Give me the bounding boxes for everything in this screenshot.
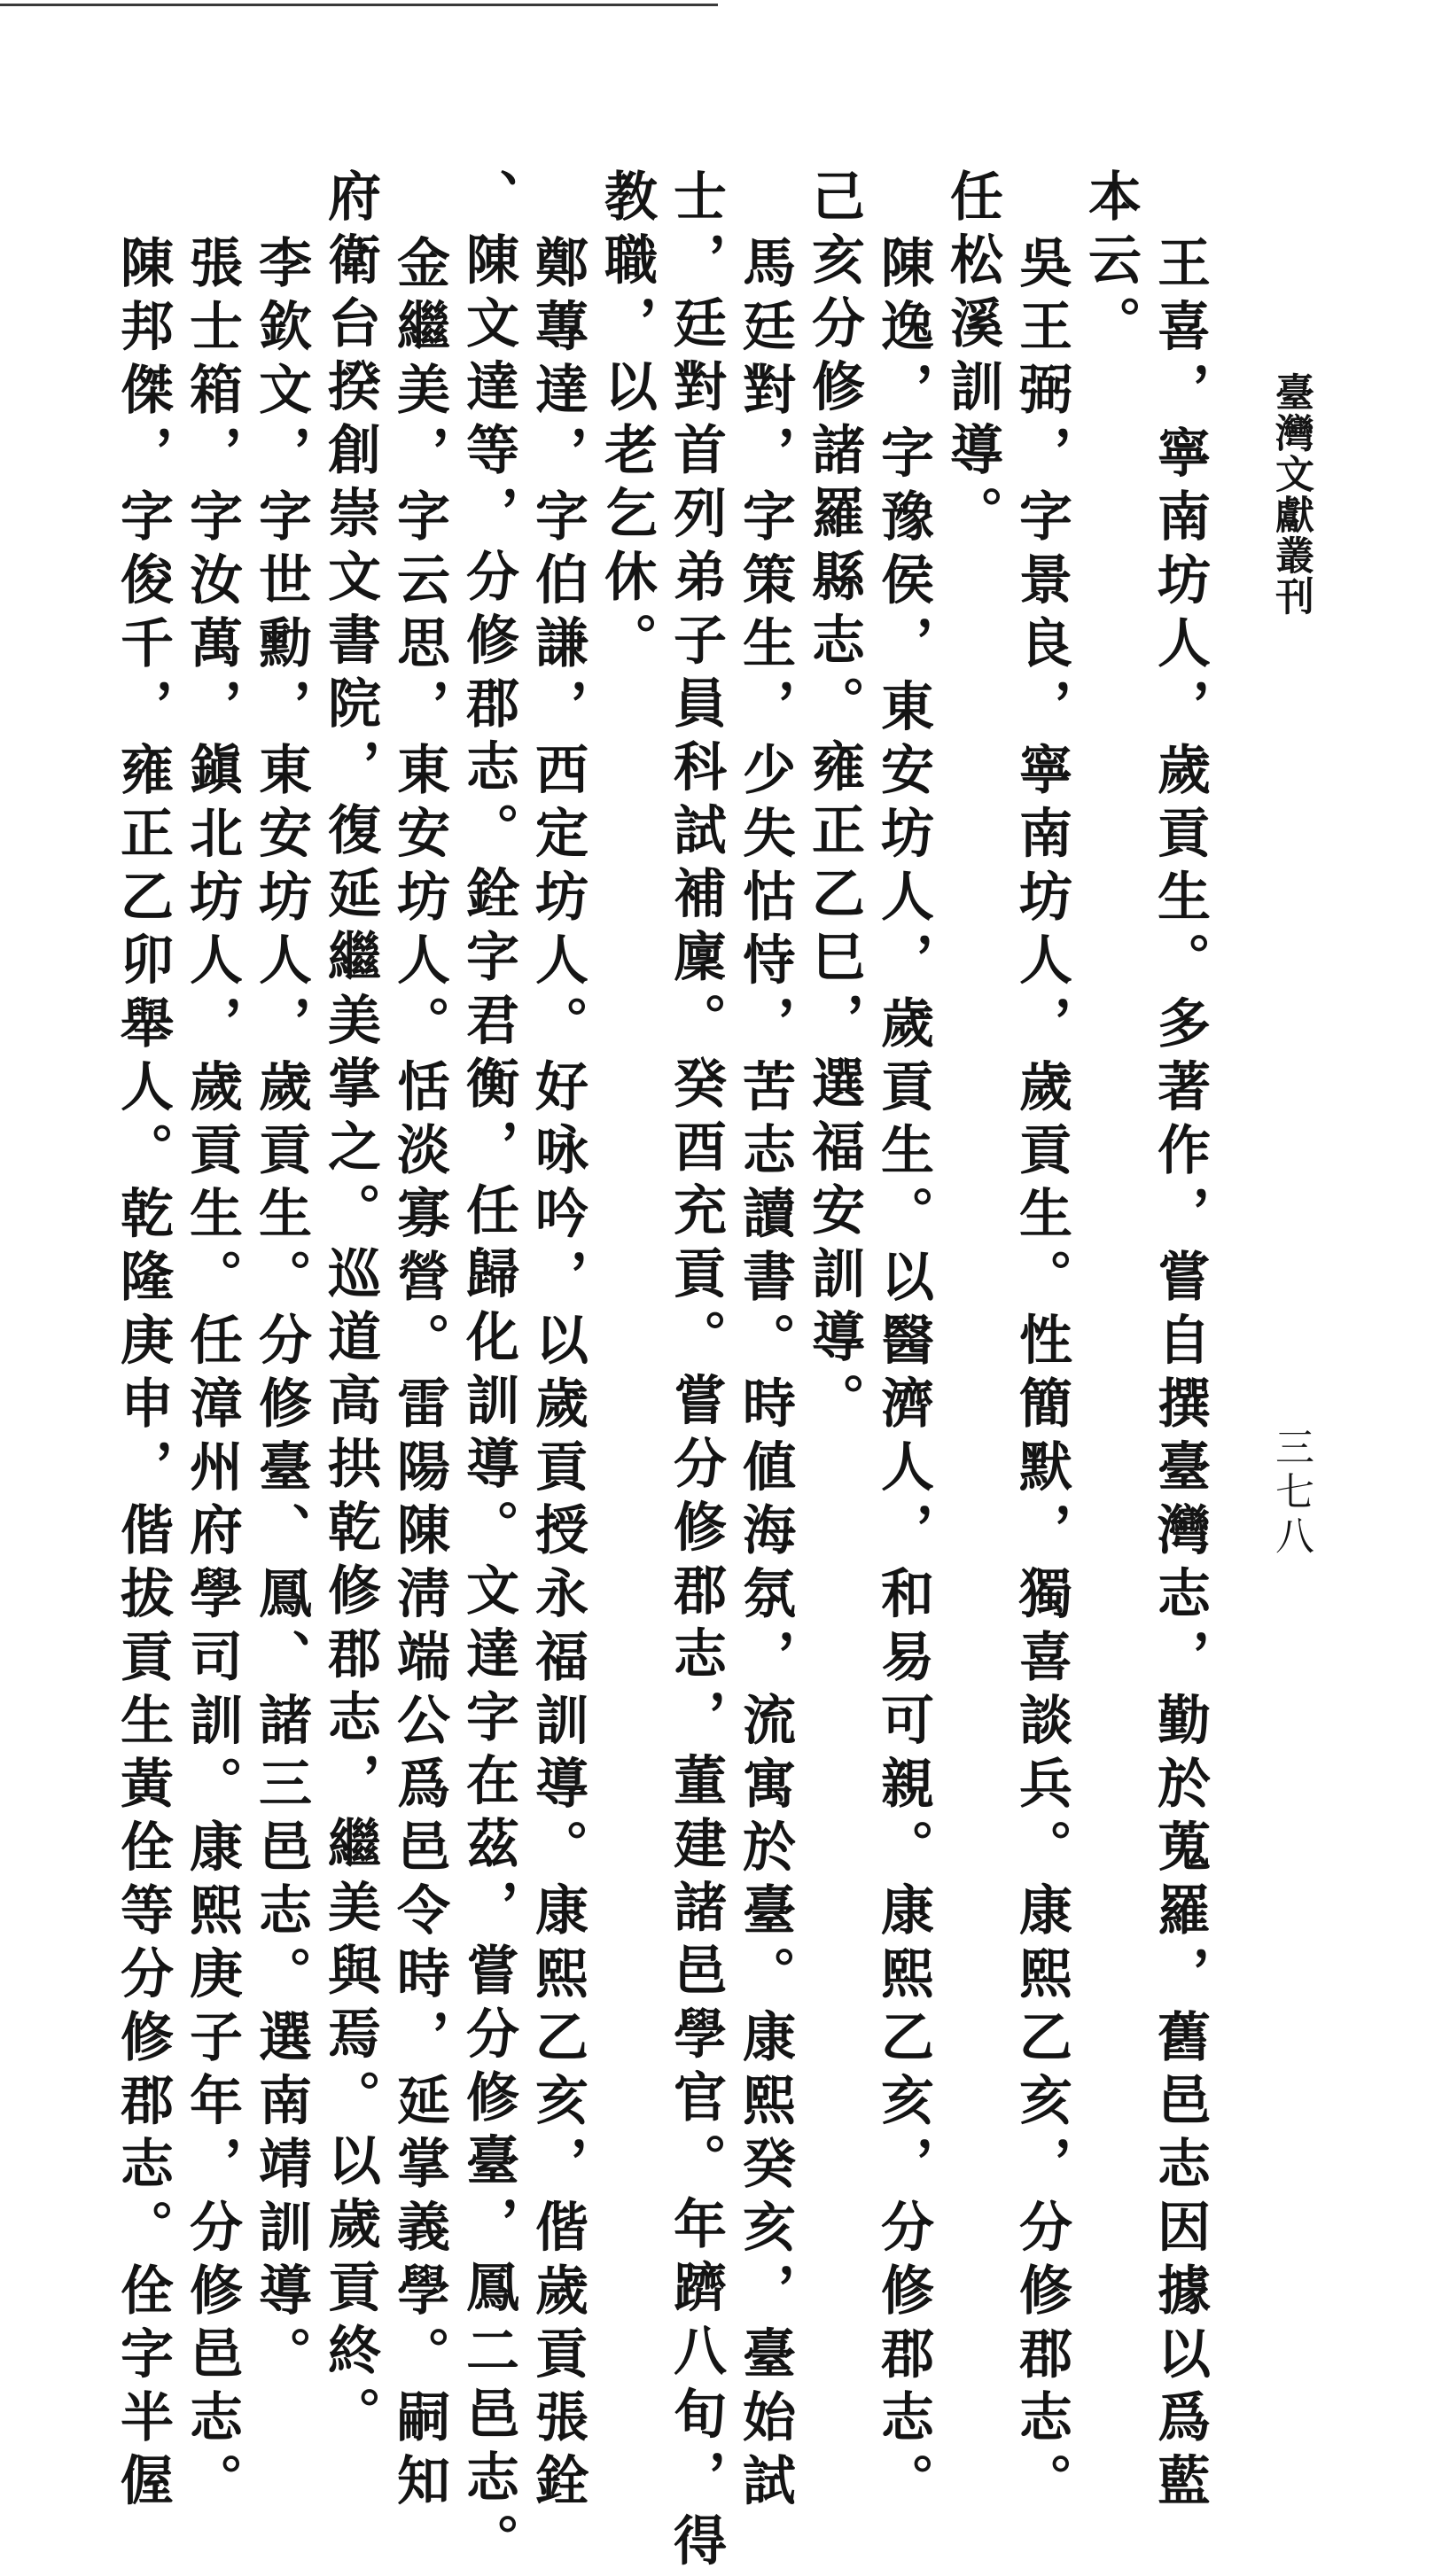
page-number: 三七八 bbox=[1268, 1427, 1314, 1560]
text-line: 、陳文達等，分修郡志。銓字君衡，任歸化訓導。文達字在茲，嘗分修臺，鳳二邑志。 bbox=[457, 168, 519, 2576]
top-rule-divider bbox=[0, 4, 718, 6]
text-line: 本云。 bbox=[1080, 168, 1142, 359]
body-text bbox=[112, 168, 1214, 2576]
text-line: 陳逸，字豫侯，東安坊人，歲貢生。以醫濟人，和易可親。康熙乙亥，分修郡志。 bbox=[872, 235, 934, 2516]
text-line: 馬廷對，字策生，少失怙恃，苦志讀書。時値海氛，流寓於臺。康熙癸亥，臺始試 bbox=[734, 235, 796, 2516]
text-line: 教職，以老乞休。 bbox=[596, 168, 658, 675]
text-line: 金繼美，字云思，東安坊人。恬淡寡營。雷陽陳淸端公爲邑令時，延掌義學。嗣知 bbox=[388, 235, 450, 2516]
text-line: 陳邦傑，字俊千，雍正乙卯舉人。乾隆庚申，偕拔貢生黃佺等分修郡志。佺字半偓 bbox=[112, 235, 174, 2516]
text-line: 鄭蓴達，字伯謙，西定坊人。好咏吟，以歲貢授永福訓導。康熙乙亥，偕歲貢張銓 bbox=[526, 235, 589, 2516]
text-line: 張士箱，字汝萬，鎭北坊人，歲貢生。任漳州府學司訓。康熙庚子年，分修邑志。 bbox=[181, 235, 243, 2516]
text-line: 己亥分修諸羅縣志。雍正乙巳，選福安訓導。 bbox=[803, 168, 865, 1436]
text-line: 府衛台揆創崇文書院，復延繼美掌之。巡道高拱乾修郡志，繼美與焉。以歲貢終。 bbox=[319, 168, 381, 2449]
text-line: 王喜，寧南坊人，歲貢生。多著作，嘗自撰臺灣志，勤於蒐羅，舊邑志因據以爲藍 bbox=[1149, 235, 1211, 2516]
text-line: 吳王弼，字景良，寧南坊人，歲貢生。性簡默，獨喜談兵。康熙乙亥，分修郡志。 bbox=[1010, 235, 1072, 2516]
running-header-title: 臺灣文獻叢刊 bbox=[1268, 372, 1314, 617]
text-line: 任松溪訓導。 bbox=[941, 168, 1003, 549]
text-line: 士，廷對首列弟子員科試補廩。癸酉充貢。嘗分修郡志，董建諸邑學官。年躋八旬，得 bbox=[665, 168, 727, 2576]
text-line: 李欽文，字世勳，東安坊人，歲貢生。分修臺、鳳、諸三邑志。選南靖訓導。 bbox=[250, 235, 312, 2389]
